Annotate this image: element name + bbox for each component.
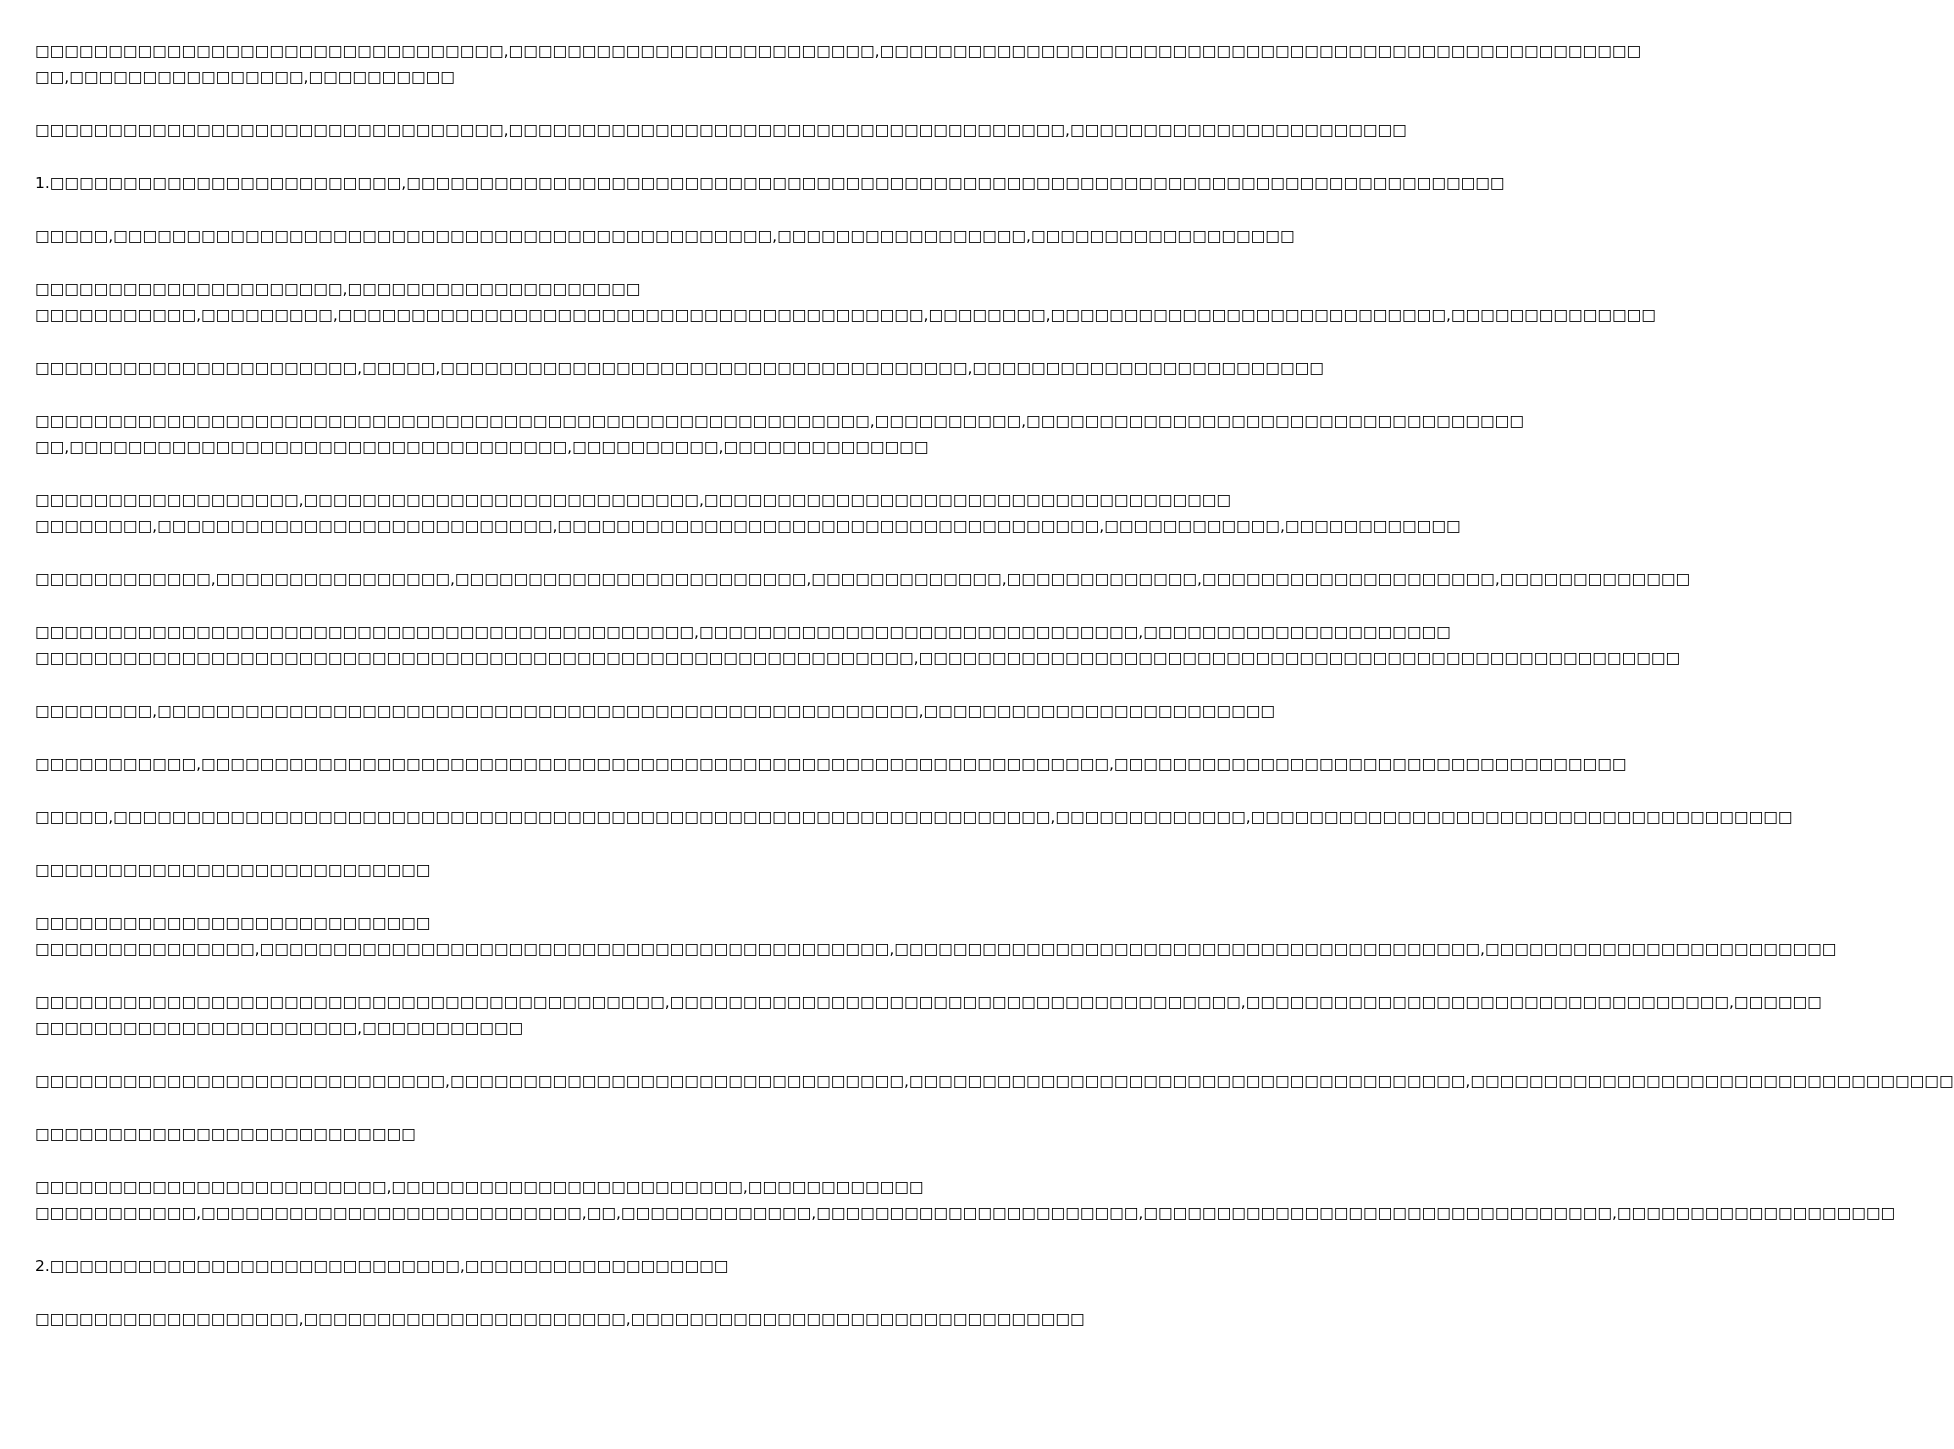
- text-line: □□□□□□□□,□□□□□□□□□□□□□□□□□□□□□□□□□□□,□□□□□□□□□□□□□□□□□□□□□□□□□□□□□□□□□□□□□,□□□□□□□□□□□□,□□□□□□□□□□□□: [35, 517, 1461, 535]
- paragraph: [35, 910, 1837, 962]
- text-line: □□□□□□□□□□□□□□□□□□□□□□□□□□□: [35, 914, 431, 932]
- paragraph: [35, 566, 1691, 592]
- paragraph: [35, 1174, 1896, 1226]
- paragraph: [35, 223, 1295, 249]
- numbered-paragraph-1: [35, 170, 1505, 196]
- text-line: □□□□□□□□□□□□□□□□□□,□□□□□□□□□□□□□□□□□□□□□□□□□□□,□□□□□□□□□□□□□□□□□□□□□□□□□□□□□□□□□□□□: [35, 491, 1232, 509]
- paragraph: [35, 751, 1627, 777]
- heading-line: [35, 1121, 990, 1147]
- text-line: □□□□□,□□□□□□□□□□□□□□□□□□□□□□□□□□□□□□□□□□□□□□□□□□□□□□□□□□□□□□□□□□□□□□□□,□□□□□□□□□□□□□,□□□□□□□□□□□□□□□□□□□□□□□□□□□□□□□□□□□□□: [35, 808, 1793, 826]
- text-line: □□□□□□□□□□□□□□□,□□□□□□□□□□□□□□□□□□□□□□□□□□□□□□□□□□□□□□□□□□□,□□□□□□□□□□□□□□□□□□□□□□□□□□□□□□□□□□□□□□□□,□□□□□□□□□□□□□□□□□□□□□□□□: [35, 940, 1837, 958]
- paragraph: [35, 1306, 1085, 1332]
- text-line: □□□□□□□□□□□□□□□□□□□□□,□□□□□□□□□□□□□□□□□□□□: [35, 280, 641, 298]
- text-line: □□□□□□□□□□□□□□□□□□□□□□□□□□□□□□□□□□□□□□□□□□□□□□□□□□□□□□□□□,□□□□□□□□□□,□□□□□□□□□□□□□□□□□□□□□□□□□□□□□□□□□□: [35, 412, 1524, 430]
- text-line: □□□□□□□□□□□□□□□□□□□□□□□□□□□□,□□□□□□□□□□□□□□□□□□□□□□□□□□□□□□□,□□□□□□□□□□□□□□□□□□□□□□□□□□□□□□□□□□□□□□,□□□□□□□□□□□□□□□□□□□□□□□□□□□□□□□□□: [35, 1072, 1954, 1090]
- paragraph: [35, 408, 1524, 460]
- text-line: □□□□□□□□□□□□□□□□□□□□□□,□□□□□,□□□□□□□□□□□□□□□□□□□□□□□□□□□□□□□□□□□□,□□□□□□□□□□□□□□□□□□□□□□□□: [35, 359, 1324, 377]
- text-line: □□□□□□□□□□□□□□□□□□□□□□□□□□□□□□□□,□□□□□□□□□□□□□□□□□□□□□□□□□,□□□□□□□□□□□□□□□□□□□□□□□□□□□□□□□□□□□□□□□□□□□□□□□□□□□□: [35, 42, 1642, 60]
- text-line: □□□□□□□□□□□□□□□□□□□□□□□□,□□□□□□□□□□□□□□□□□□□□□□□□,□□□□□□□□□□□□: [35, 1178, 924, 1196]
- paragraph: [35, 276, 1656, 328]
- text-line: □□□□□□□□□□□□□□□□□□□□□□□□□□□□□□□□,□□□□□□□□□□□□□□□□□□□□□□□□□□□□□□□□□□□□□□,□□□□□□□□□□□□□□□□□□□□□□□: [35, 121, 1407, 139]
- heading-line: [35, 857, 990, 883]
- text-line: □□□□□□□□,□□□□□□□□□□□□□□□□□□□□□□□□□□□□□□□□□□□□□□□□□□□□□□□□□□□□,□□□□□□□□□□□□□□□□□□□□□□□□: [35, 702, 1276, 720]
- text-line: □□□□□□□□□□□□□□□□□□□□□□□□□□□□□□□□□□□□□□□□□□□□□□□□□□□□□□□□□□□□,□□□□□□□□□□□□□□□□□□□□□□□□□□□□□□□□□□□□□□□□□□□□□□□□□□□□: [35, 649, 1681, 667]
- text-line: □□□□□□□□□□□□□□□□□□□□□□□□□□□: [35, 861, 431, 879]
- text-line: □□□□□□□□□□□□□□□□□□□□□□□□□□: [35, 1125, 416, 1143]
- text-line: □□□□□□□□□□□□□□□□□□□□□□□□□□□□□□□□□□□□□□□□□□□□□,□□□□□□□□□□□□□□□□□□□□□□□□□□□□□□,□□□□□□□□□□□□□□□□□□□□□: [35, 623, 1451, 641]
- text-line: □□□□□□□□□□□,□□□□□□□□□□□□□□□□□□□□□□□□□□□□□□□□□□□□□□□□□□□□□□□□□□□□□□□□□□□□□□,□□□□□□□□□□□□□□□□□□□□□□□□□□□□□□□□□□□: [35, 755, 1627, 773]
- paragraph: [35, 117, 1407, 143]
- paragraph: [35, 619, 1681, 671]
- text-line: 2.□□□□□□□□□□□□□□□□□□□□□□□□□□□□,□□□□□□□□□□□□□□□□□□: [35, 1257, 729, 1275]
- document-body: [35, 38, 1954, 1359]
- numbered-paragraph-2: [35, 1253, 990, 1279]
- text-line: □□□□□□□□□□□,□□□□□□□□□□□□□□□□□□□□□□□□□□,□□,□□□□□□□□□□□□□,□□□□□□□□□□□□□□□□□□□□□□,□□□□□□□□□□□□□□□□□□□□□□□□□□□□□□□□,□□□□□□□□□□□□□□□□□□□: [35, 1204, 1896, 1222]
- text-line: □□□□□□□□□□□,□□□□□□□□□,□□□□□□□□□□□□□□□□□□□□□□□□□□□□□□□□□□□□□□□□,□□□□□□□□,□□□□□□□□□□□□□□□□□□□□□□□□□□□,□□□□□□□□□□□□□□: [35, 306, 1656, 324]
- text-line: □□,□□□□□□□□□□□□□□□□□□□□□□□□□□□□□□□□□□,□□□□□□□□□□,□□□□□□□□□□□□□□: [35, 438, 929, 456]
- text-line: □□□□□□□□□□□□□□□□□□□□□□,□□□□□□□□□□□: [35, 1019, 524, 1037]
- text-line: □□□□□□□□□□□□□□□□□□,□□□□□□□□□□□□□□□□□□□□□□,□□□□□□□□□□□□□□□□□□□□□□□□□□□□□□□: [35, 1310, 1085, 1328]
- paragraph: [35, 989, 1822, 1041]
- paragraph: [35, 355, 1324, 381]
- text-line: 1.□□□□□□□□□□□□□□□□□□□□□□□□,□□□□□□□□□□□□□□□□□□□□□□□□□□□□□□□□□□□□□□□□□□□□□□□□□□□□□□□□□□□□□□□□□□□□□□□□□□□: [35, 174, 1505, 192]
- text-line: □□□□□□□□□□□□□□□□□□□□□□□□□□□□□□□□□□□□□□□□□□□,□□□□□□□□□□□□□□□□□□□□□□□□□□□□□□□□□□□□□□□,□□□□□□□□□□□□□□□□□□□□□□□□□□□□□□□□□,□□□□□□: [35, 993, 1822, 1011]
- paragraph: [35, 1068, 1954, 1094]
- paragraph: [35, 804, 1793, 830]
- text-line: □□□□□,□□□□□□□□□□□□□□□□□□□□□□□□□□□□□□□□□□□□□□□□□□□□□,□□□□□□□□□□□□□□□□□,□□□□□□□□□□□□□□□□□□: [35, 227, 1295, 245]
- paragraph: [35, 698, 1276, 724]
- paragraph: [35, 487, 1461, 539]
- paragraph: [35, 38, 1642, 90]
- text-line: □□,□□□□□□□□□□□□□□□□,□□□□□□□□□□: [35, 68, 455, 86]
- text-line: □□□□□□□□□□□□,□□□□□□□□□□□□□□□□,□□□□□□□□□□□□□□□□□□□□□□□□,□□□□□□□□□□□□□,□□□□□□□□□□□□□,□□□□□□□□□□□□□□□□□□□□,□□□□□□□□□□□□□: [35, 570, 1691, 588]
